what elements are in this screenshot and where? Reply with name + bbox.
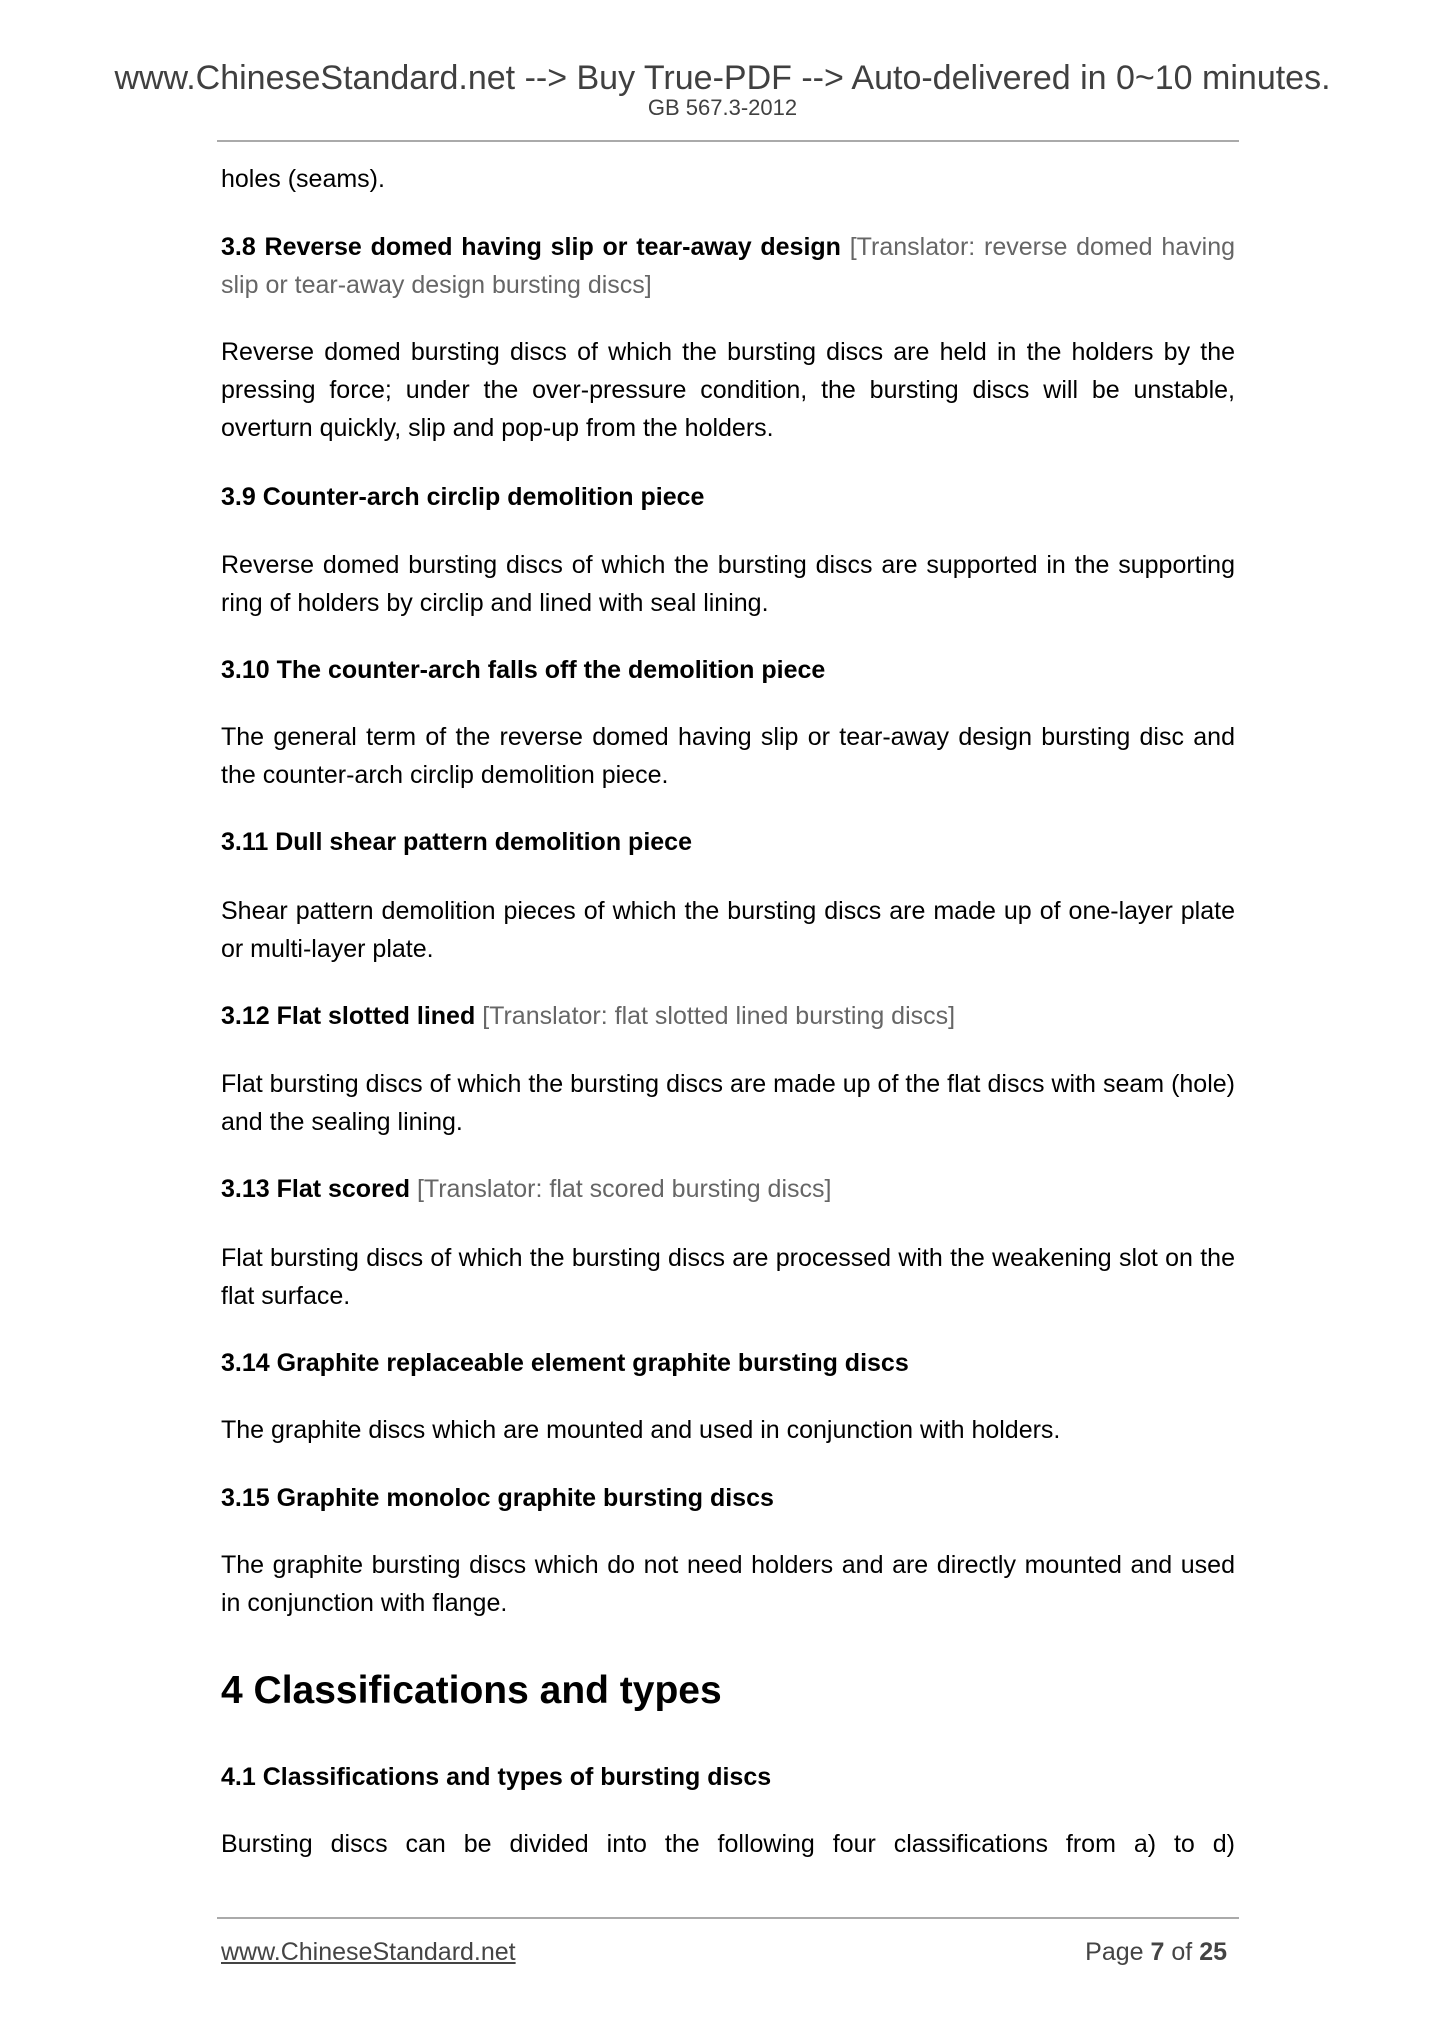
paragraph: Shear pattern demolition pieces of which the bursting discs are made up of one-layer plate or multi-layer plate. xyxy=(221,897,1235,963)
translator-note: [Translator: reverse domed having slip or tear-away design bursting discs] xyxy=(221,233,1235,299)
header-divider xyxy=(217,140,1239,142)
current-page: 7 xyxy=(1150,1938,1165,1966)
heading-text: 3.8 Reverse domed having slip or tear-away design xyxy=(221,233,841,261)
paragraph: The graphite bursting discs which do not need holders and are directly mounted and used in conjunction with flange. xyxy=(221,1551,1235,1617)
heading-text: 3.13 Flat scored xyxy=(221,1175,410,1203)
section-3-14-heading: 3.14 Graphite replaceable element graphite bursting discs xyxy=(221,1349,909,1377)
page-of: of xyxy=(1171,1938,1193,1966)
paragraph: Flat bursting discs of which the bursting discs are processed with the weakening slot on the flat surface. xyxy=(221,1244,1235,1310)
paragraph: holes (seams). xyxy=(221,165,385,193)
translator-note: [Translator: flat scored bursting discs] xyxy=(416,1175,832,1203)
paragraph: Flat bursting discs of which the bursting discs are made up of the flat discs with seam (hole) and the sealing lining. xyxy=(221,1070,1235,1136)
header-banner: www.ChineseStandard.net --> Buy True-PDF --> Auto-delivered in 0~10 minutes. xyxy=(114,59,1331,97)
paragraph: Bursting discs can be divided into the following four classifications from a) to d) xyxy=(221,1830,1235,1858)
page-prefix: Page xyxy=(1085,1938,1144,1966)
paragraph: The graphite discs which are mounted and used in conjunction with holders. xyxy=(221,1416,1061,1444)
footer-divider xyxy=(217,1917,1239,1919)
paragraph: Reverse domed bursting discs of which the bursting discs are held in the holders by the pressing force; under the over-pressure condition, the bursting discs will be unstable, overturn quickly, slip and pop-up from the holders. xyxy=(221,338,1235,442)
section-3-15-heading: 3.15 Graphite monoloc graphite bursting discs xyxy=(221,1484,774,1512)
section-4-heading: 4 Classifications and types xyxy=(221,1669,722,1712)
translator-note: [Translator: flat slotted lined bursting discs] xyxy=(482,1002,956,1030)
document-id: GB 567.3-2012 xyxy=(647,95,798,120)
heading-text: 3.12 Flat slotted lined xyxy=(221,1002,476,1030)
section-3-9-heading: 3.9 Counter-arch circlip demolition piece xyxy=(221,483,705,511)
section-3-13-heading xyxy=(221,1170,1235,1208)
page-number xyxy=(1085,1938,1227,1967)
paragraph: The general term of the reverse domed having slip or tear-away design bursting disc and the counter-arch circlip demolition piece. xyxy=(221,723,1235,789)
section-4-1-heading: 4.1 Classifications and types of bursting discs xyxy=(221,1763,772,1791)
paragraph: Reverse domed bursting discs of which the bursting discs are supported in the supporting ring of holders by circlip and lined with seal lining. xyxy=(221,551,1235,617)
section-3-10-heading: 3.10 The counter-arch falls off the demolition piece xyxy=(221,656,826,684)
total-pages: 25 xyxy=(1199,1938,1227,1966)
footer-website-link[interactable]: www.ChineseStandard.net xyxy=(221,1938,516,1966)
section-3-11-heading: 3.11 Dull shear pattern demolition piece xyxy=(221,828,692,856)
section-3-8-heading xyxy=(221,228,1235,304)
section-3-12-heading xyxy=(221,997,1235,1035)
